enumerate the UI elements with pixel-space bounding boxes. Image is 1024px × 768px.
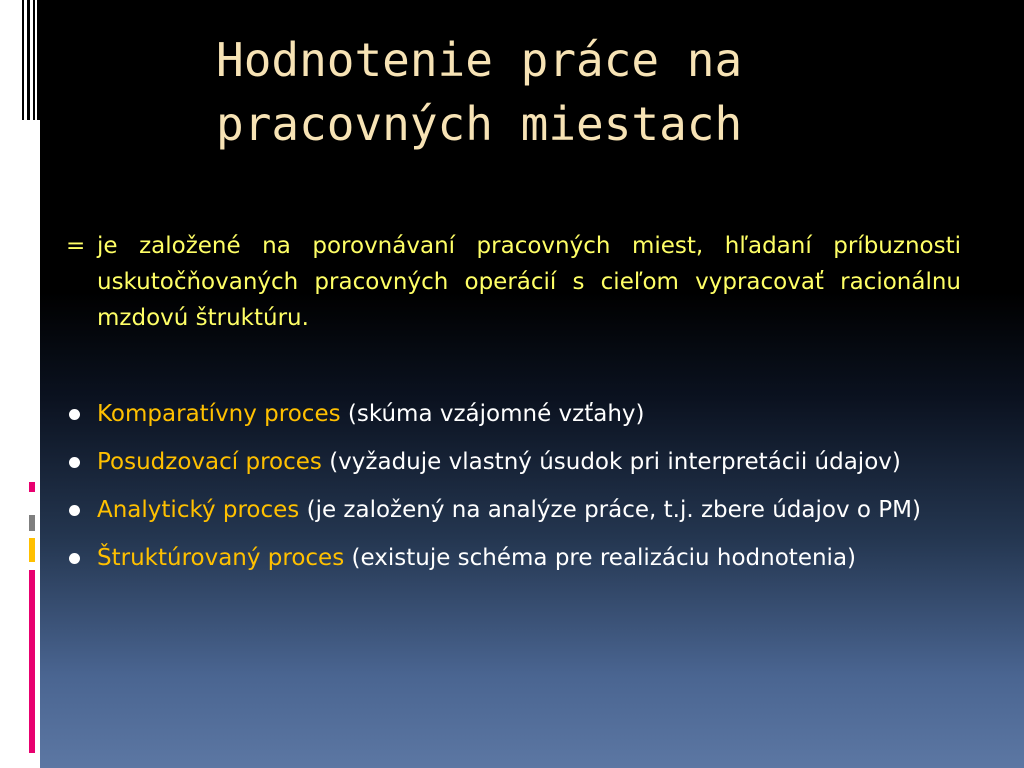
- slide: [40, 0, 1024, 768]
- definition-text: je založené na porovnávaní pracovných miest, hľadaní príbuznosti uskutočňovaných pracovných operácií s cieľom vypracovať racionálnu mzdovú štruktúru.: [97, 233, 961, 331]
- process-list: [66, 396, 961, 588]
- process-description: (skúma vzájomné vzťahy): [340, 401, 645, 427]
- process-term: Posudzovací proces: [97, 449, 322, 475]
- strip-line: [27, 0, 30, 120]
- accent-mark-gray: [29, 515, 35, 531]
- accent-bar-pink: [29, 570, 35, 753]
- accent-mark-yellow: [29, 538, 35, 562]
- definition-prefix: =: [66, 233, 86, 259]
- process-term: Komparatívny proces: [97, 401, 341, 427]
- process-description: (vyžaduje vlastný úsudok pri interpretácii údajov): [321, 449, 901, 475]
- bullet-dot-icon: [69, 457, 80, 468]
- accent-mark-pink: [29, 482, 35, 492]
- bullet-dot-icon: [69, 553, 80, 564]
- strip-line: [22, 0, 24, 120]
- list-item: [66, 396, 961, 432]
- process-term: Štruktúrovaný proces: [97, 545, 345, 571]
- process-description: (existuje schéma pre realizáciu hodnotenia): [344, 545, 857, 571]
- process-term: Analytický proces: [97, 497, 300, 523]
- definition-paragraph: [66, 228, 961, 336]
- slide-title: Hodnotenie práce na pracovných miestach: [216, 33, 743, 151]
- bullet-dot-icon: [69, 409, 80, 420]
- left-decorative-strip: [0, 0, 40, 768]
- list-item: [66, 444, 961, 480]
- process-description: (je založený na analýze práce, t.j. zbere údajov o PM): [299, 497, 921, 523]
- bullet-dot-icon: [69, 505, 80, 516]
- list-item: [66, 492, 961, 528]
- list-item: [66, 540, 961, 576]
- strip-line: [33, 0, 35, 120]
